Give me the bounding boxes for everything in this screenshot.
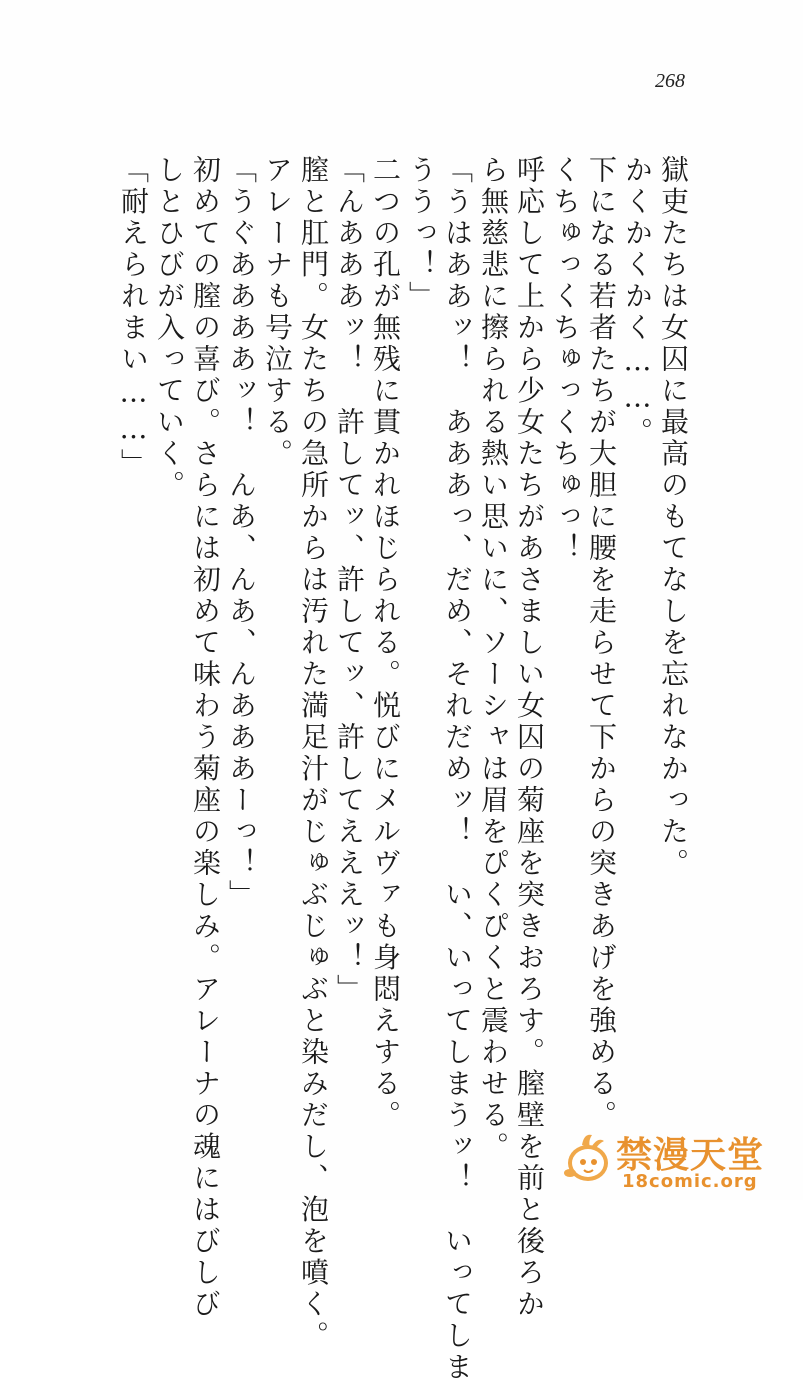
text-column-6: ら無慈悲に擦られる熱い思いに、ソーシャは眉をぴくぴくと震わせる。: [477, 155, 510, 1163]
text-column-9: 二つの孔が無残に貫かれほじられる。悦びにメルヴァも身悶えする。: [369, 155, 402, 1132]
text-column-7: 「うはああッ！ あああっ、だめ、それだめッ！ い、いってしまうッ！ いってしま: [441, 155, 474, 1384]
text-column-15: しとひびが入っていく。: [153, 155, 186, 502]
text-column-16: 「耐えられまい……」: [117, 155, 150, 480]
text-column-10: 「んあああッ！ 許してッ、許してッ、許してえええッ！」: [333, 155, 366, 1006]
text-column-3: 下になる若者たちが大胆に腰を走らせて下からの突きあげを強める。: [585, 155, 618, 1132]
text-column-5: 呼応して上から少女たちがあさましい女囚の菊座を突きおろす。膣壁を前と後ろか: [513, 155, 546, 1321]
mascot-logo-icon: [558, 1129, 614, 1187]
text-column-12: アレーナも号泣する。: [261, 155, 294, 470]
text-column-2: かくかくかく……。: [621, 155, 654, 449]
watermark-url: 18comic.org: [622, 1171, 758, 1192]
page-number: 268: [655, 70, 685, 92]
text-column-8: ううっ！」: [405, 155, 438, 313]
watermark-title: 禁漫天堂: [616, 1135, 765, 1176]
text-column-11: 膣と肛門。女たちの急所からは汚れた満足汁がじゅぶじゅぶと染みだし、泡を噴く。: [297, 155, 330, 1352]
text-column-1: 獄吏たちは女囚に最高のもてなしを忘れなかった。: [657, 155, 690, 880]
site-watermark: [558, 1125, 778, 1195]
text-column-13: 「うぐああああッ！ んあ、んあ、んあああーっ！」: [225, 155, 258, 911]
text-column-14: 初めての膣の喜び。さらには初めて味わう菊座の楽しみ。アレーナの魂にはびしび: [189, 155, 222, 1321]
text-column-4: くちゅっくちゅっくちゅっ！: [549, 155, 582, 565]
